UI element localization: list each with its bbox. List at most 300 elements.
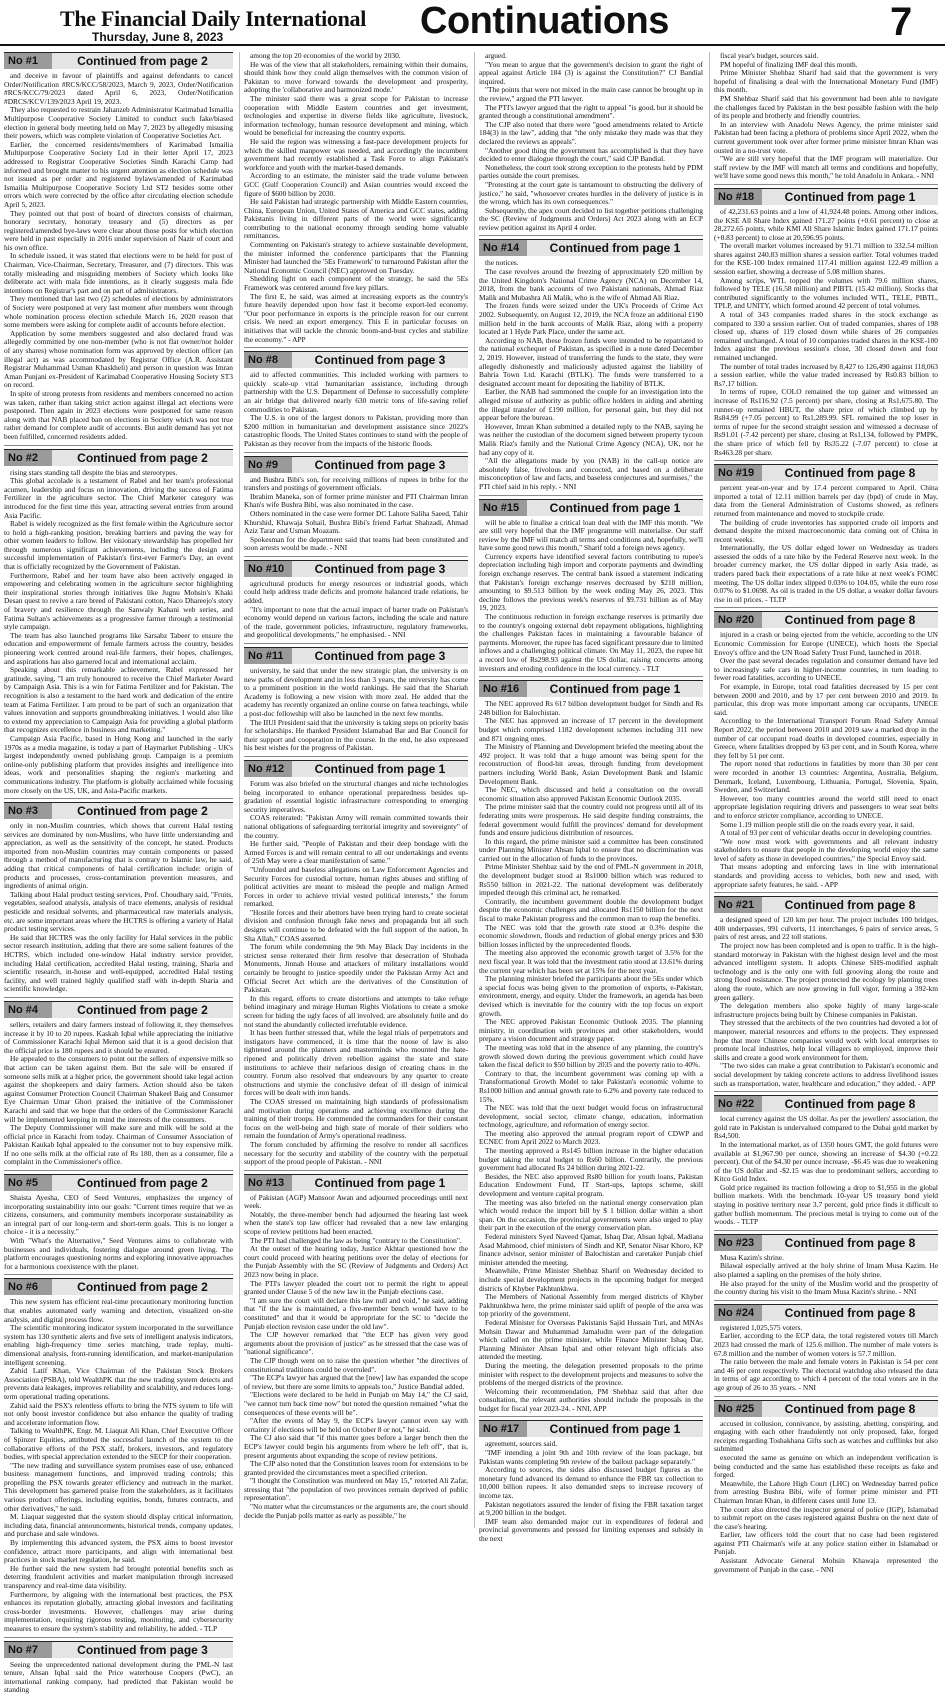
story-body (244, 667, 468, 753)
story-body (479, 700, 703, 1413)
continuation-story (479, 239, 703, 495)
continuation-story (714, 464, 938, 608)
story-body (4, 1661, 233, 1695)
continuation-story (4, 52, 233, 446)
story-body (4, 1194, 233, 1271)
continued-from-label: Continued from page 8 (784, 1305, 916, 1320)
story-header (4, 449, 233, 466)
story-paragraph: Earlier, the NAB had summoned the couple for an investigation into the alleged misuse of authority as public office holders in aiding and abetting the illegal transfer of £190 million, for personal gain, but they did not appear before the bureau. (479, 387, 703, 423)
story-body (479, 52, 703, 232)
story-header (244, 456, 468, 473)
story-number-tag: No #24 (714, 1305, 762, 1321)
story-number-tag: No #2 (4, 450, 52, 466)
story-paragraph: "All the allegations made by you (NAB) in the call-up notice are absolutely false, frivolous and concocted, and based on a deliberate misconception of law and facts, and baseless conjectures and surmises," the PTI chief said in his reply. - NNI (479, 456, 703, 491)
story-paragraph: "Unfounded and baseless allegations on Law Enforcement Agencies and Security Forces for custodial torture, human rights abuses and stifling of political activities are meant to mislead the people and malign Armed Forces in order to achieve trivial vested political interests," the forum remarked. (244, 864, 468, 909)
continued-from-label: Continued from page 8 (784, 1401, 916, 1416)
story-header (714, 1304, 938, 1321)
story-body (479, 259, 703, 491)
story-paragraph: Over the past several decades regulation and consumer demand have led to increasingly safe cars in higher-income countries, in turn leading to fewer road fatalities, according to UNECE. (714, 656, 938, 683)
story-paragraph: Besides, the NEC also approved Rs80 billion for youth loans, Pakistan Education Endowment Fund, IT Start-ups, laptops scheme, skill development and venture capital program. (479, 1171, 703, 1199)
story-paragraph: "You mean to argue that the government's decision to grant the right of appeal against Article 184 (3) is against the Constitution?" CJ Bandial inquired. (479, 59, 703, 86)
story-paragraph: The project now has been completed and is open to traffic. It is the high-standard motorway in Pakistan with the highest design level and the most advanced intelligent system. It adopts Chinese SHS-modified asphalt technology and is the only one with full grooving along the route and strong flood resistance. The project protected the ecology by planting trees along the route, which are now growing in full vigor, forming a 392-km green gallery. (714, 941, 938, 1002)
story-paragraph: Federal ministers Syed Naveed Qamar, Ishaq Dar, Ahsan Iqbal, Madiana Asad Mahmood, chief ministers of Sindh and KP, Senator Nisar Khoro, KP finance advisor, senior minister of Balochistan and caretaker Punjab chief minister attended the meeting. (479, 1232, 703, 1267)
story-paragraph: The report noted that reductions in fatalities by more than 30 per cent were recorded in another 13 countries: Argentina, Australia, Belgium, Denmark, Iceland, Luxembourg, Lithuania, Portugal, Slovenia, Spain, Sweden, and Switzerland. (714, 759, 938, 795)
story-paragraph: In an interview with Anadolu News Agency, the prime minister said Pakistan had been facing a plethora of problems since April 2022, when the current government took over after former prime minister Imran Khan was ousted in a no-trust vote. (714, 119, 938, 155)
section-title: Continuations (420, 0, 669, 42)
story-paragraph: The meeting also approved the economic growth target of 3.5% for the next fiscal year. It was told that the investment ratio stood at 13.61% during the current year which has been set at 15% for the next year. (479, 948, 703, 975)
story-number-tag: No #1 (4, 53, 52, 69)
story-body (4, 469, 233, 796)
story-paragraph: agricultural products for energy resources or industrial goods, which could help address trade deficits and promote balanced trade relations, he added. (244, 578, 468, 606)
continuation-story (479, 680, 703, 1417)
continued-from-label: Continued from page 8 (784, 898, 916, 913)
story-paragraph: Prime Minister Shehbaz said by the end of PML-N government in 2018, the development budget stood at Rs1000 billion which was reduced to Rs550 billion in 2021-22. The national development was deliberately impeded through this criminal act, he remarked. (479, 862, 703, 898)
story-paragraph: "Protesting at the court gate is tantamount to obstructing the delivery of justice," he said, "whosoever creates hurdles in the delivery of justice is in the wrong, which has its own consequences." (479, 179, 703, 207)
story-header (714, 1234, 938, 1251)
story-header (714, 1095, 938, 1112)
continuation-story (4, 802, 233, 998)
story-paragraph: The meeting also approved the annual program report of CDWP and ECNEC from April 2022 to March 2023. (479, 1128, 703, 1147)
story-body (4, 72, 233, 442)
story-paragraph: The prime minister said that the country could not progress until all of its federating units were prosperous. He said despite funding constraints, the federal government would fulfill the provinces' demand for development funds and ensure judicious distribution of resources. (479, 802, 703, 838)
story-paragraph: sellers, retailers and dairy farmers instead of following it, they themselves increase it by 10 to 20 rupees. Kaskah Iqbal while appreciating the initiative of Commissioner Karachi Iqbal Memon said that it is a good decision that the official price is 180 rupees and it should be ensured. (4, 1019, 233, 1055)
story-paragraph: The first E, he said, was aimed at increasing exports as the country's future heavily depended upon how fast it become export-led economy. "Our poor performance in exports is the principle reason for our current crisis. We need an export emergency. This E in particular focuses on initiatives that will tackle the chronic boom-and-bust cycles and stabilize the economy." - APP (244, 291, 468, 344)
continuation-story (714, 1304, 938, 1397)
story-paragraph: The CJP also noted that there were "good amendments related to Article 184(3) in the law", adding that "the only mistake they made was that they declared the reviews as appeals". (479, 119, 703, 146)
continuation-story (714, 1400, 938, 1578)
story-paragraph: a designed speed of 120 km per hour. The project includes 100 bridges, 408 underpasses, 991 culverts, 11 interchanges, 6 pairs of service areas, 5 pairs of rest areas, and 22 toll stations. (714, 915, 938, 942)
story-number-tag: No #14 (479, 240, 527, 256)
story-paragraph: In this regard, efforts to create distortions and attempts to take refuge behind imaginary and mirage Human Rights Violations to create a smoke screen for hiding the ugly faces of all involved, are absolutely futile and do not stand the abundantly collected irrefutable evidence. (244, 993, 468, 1029)
story-body (244, 476, 468, 553)
story-number-tag: No #19 (714, 465, 762, 481)
story-paragraph: "The ECP's lawyer has argued that the [new] law has expanded the scope of review, but there are some limits to appeals too," Justice Bandial added. (244, 1373, 468, 1391)
story-paragraph: Spokesman for the department said that teams had been constituted and soon arrests would be made. - NNI (244, 534, 468, 553)
column-1 (4, 52, 233, 1695)
column-4 (709, 51, 938, 1574)
story-paragraph: Forum was also briefed on the structural changes and niche technologies being incorporated to enhance operational preparedness besides up-gradation of essential logistic infrastructure corresponding to emerging security imperatives. (244, 778, 468, 814)
story-body (4, 1298, 233, 1633)
story-paragraph: The number of total trades increased by 8,427 to 126,490 against 118,063 a session earlier, while the value traded increased by Rs0.83 billion to Rs7.17 billion. (714, 361, 938, 388)
continued-from-label: Continued from page 1 (549, 682, 681, 697)
continuation-story (4, 1641, 233, 1698)
story-paragraph: The PTI's lawyer pleaded the court not to permit the right to appeal granted under Clause 5 of the new law in the Punjab elections case. (244, 1278, 468, 1297)
story-body (4, 822, 233, 994)
story-paragraph: and Bushra Bibi's son, for receiving millions of rupees in bribe for the transfers and postings of government officials. (244, 474, 468, 493)
story-paragraph: Prime Minister Shehbaz Sharif had said that the government is very hopeful of finalising a deal with the International Monetary Fund (IMF) this month. (714, 68, 938, 95)
story-paragraph: The Ministry of Planning and Development briefed the meeting about the 492 project. It was told that a huge amount was being spent for the reconstruction of flood-hit areas, through funding from development partners including World Bank, Asian Development Bank and Islamic Development Bank. (479, 742, 703, 786)
story-header (244, 560, 468, 577)
story-paragraph: The NEC was told that the next budget would focus on infrastructural development, social sector, climate change, education, information technology, agriculture, and reformation of energy sector. (479, 1103, 703, 1130)
story-paragraph: The NEC was told that the growth rate stood at 0.3% despite the economic slowdown, floods and reduction of global energy prices and $30 billion losses inflicted by the unprecedented floods. (479, 922, 703, 949)
continuation-story (244, 1174, 468, 1525)
story-paragraph: argued. (485, 51, 507, 60)
story-paragraph: "I thought the Constitution was murdered on May 15," retorted Ali Zafar, stressing that "the population of two provinces remain deprived of public representation". (244, 1476, 468, 1503)
story-paragraph: Notably, the three-member bench had adjourned the hearing last week when the state's top law officer had revealed that a new law enlarging scope of review petitions had been enacted. (244, 1209, 468, 1237)
story-paragraph: M. Liaquat suggested that the system should display critical information, including data, financial announcements, historical trends, company updates, and purchase and sale windows. (4, 1512, 233, 1539)
column-3 (474, 51, 703, 1543)
story-paragraph: The IIUI President said that the university is taking steps on priority basis for scholarships. He thanked President Islamabad Bar and Bar Council for their support and cooperation in the course. In the end, he also expressed his best wishes for the progress of Pakistan. (244, 717, 468, 753)
story-paragraph: "I am sure the court will declare this law null and void," he said, adding that "if the law is maintained, a five-member bench would have to be constituted" and that it would be appropriate for the SC to "decide the Punjab election revision case under the old law". (244, 1295, 468, 1331)
story-number-tag: No #20 (714, 612, 762, 628)
story-paragraph: He further said the new system had brought potential benefits such as deterring fraudulent activities and market manipulation through increased transparency and real-time data visibility. (4, 1563, 233, 1590)
story-paragraph: In this regard, the prime minister said a committee has been constituted under Planning Minister Ahsan Iqbal to ensure that no discrimination was carried out in the allocation of funds to the provinces. (479, 836, 703, 863)
continuation-story (244, 456, 468, 557)
continued-from-label: Continued from page 1 (549, 241, 681, 256)
continued-from-label: Continued from page 2 (77, 54, 208, 68)
continued-from-label: Continued from page 8 (784, 1235, 916, 1250)
masthead (0, 0, 945, 46)
story-header (714, 464, 938, 481)
story-body (714, 1420, 938, 1575)
story-paragraph: among the top 20 economies of the world by 2030. (250, 51, 401, 60)
story-paragraph: In schedule issued, it was stated that elections were to be held for post of Chairman, Vice-Chairman, Secretary, Treasurer, and (7) directors. This was totally misleading and misguiding members of Society which looks like deliberate act with mala fide intentions, as it clearly suggests mala fide intentions on Registrar's part and on part of administrators. (4, 251, 233, 295)
continuation-story (244, 52, 468, 348)
story-paragraph: He further said, "People of Pakistan and their deep bondage with the Armed Forces is and will remain central to all our undertakings and events of 25th May were a clear manifestation of same." (244, 839, 468, 866)
story-paragraph: The frozen funds were seized under the UK's Proceeds of Crime Act 2002. Subsequently, on August 12, 2019, the NCA froze an additional £190 million held in the bank accounts of Malik Riaz, along with a property located at 1 Hyde Park Place, under the same act. (479, 301, 703, 337)
story-body (714, 1324, 938, 1393)
story-number-tag: No #18 (714, 189, 762, 205)
story-paragraph: He also prayed for the unity of the Muslim world and the prosperity of the country during his visit to the Imam Musa Kazim's shrine. - NNI (714, 1278, 938, 1297)
story-paragraph: COAS reiterated: "Pakistan Army will remain committed towards their national obligations of safeguarding territorial integrity and sovereignty" of the country. (244, 813, 468, 840)
continuation-story (4, 1174, 233, 1275)
continuation-story (714, 611, 938, 893)
story-paragraph: the notices. (485, 258, 519, 268)
story-paragraph: Pakistan negotiators assured the lender of fixing the FBR taxation target at 9,200 billion in the budget. (479, 1499, 703, 1518)
story-paragraph: Subsequently, the apex court decided to list together petitions challenging the SC (Review of Judgments and Orders) Act 2023 along with an ECP review petition against its April 4 order. (479, 205, 703, 232)
story-number-tag: No #15 (479, 500, 527, 516)
story-paragraph: According to sources, the sides also discussed budget figures as the monetary fund advanced its demand to enhance the FBR tax collection to 10,000 billion rupees. It also demanded steps to increase recovery of income tax. (479, 1465, 703, 1501)
story-header (4, 1174, 233, 1191)
story-number-tag: No #22 (714, 1096, 762, 1112)
story-header (4, 1641, 233, 1658)
story-paragraph: of 42,231.63 points and a low of 41,924.48 points. Among other indices, the KSE All Share Index gained 171.27 points (+0.61 percent) to close at 28,272.65 points, while KMI All Share Islamic Index gained 171.17 points (+0.83 percent) to close at 20,596.95 points. (714, 206, 938, 242)
story-paragraph: "IMF intending a joint 9th and 10th review of the loan package, but Pakistan wants completing 9th review of the bailout package separately." (479, 1448, 703, 1466)
story-paragraph: Earlier, according to the ECP data, the total registered voters till March 2023 had crossed the mark of 125.6 million. The number of male voters is 67.8 million and the number of women voters is 57.7 million. (714, 1331, 938, 1358)
story-body (479, 1440, 703, 1543)
story-paragraph: "Hostile forces and their abettors have been trying hard to create societal division and confusion through fake news and propaganda but all such designs will continue to be defeated with the full support of the nation, In Sha Allah," COAS asserted. (244, 907, 468, 943)
story-paragraph: Assistant Advocate General Mohsin Khawaja represented the government of Punjab in the case. - NNI (714, 1556, 938, 1574)
story-paragraph: Musa Kazim's shrine. (720, 1252, 784, 1262)
story-paragraph: fiscal year's budget, sources said. (720, 51, 819, 60)
story-paragraph: Ibrahim Maneka, son of former prime minister and PTI Chairman Imran Khan's wife Bushra Bibi, was also nominated in the case. (244, 491, 468, 510)
story-body (714, 52, 938, 181)
story-number-tag: No #11 (244, 648, 292, 664)
continued-from-label: Continued from page 2 (77, 1002, 208, 1017)
newspaper-name: The Financial Daily International (60, 6, 367, 31)
story-paragraph: Campaign Asia Pacific, based in Hong Kong and launched in the early 1970s as a media magazine, is today a part of Haymarket Publishing - UK's largest independently owned publishing group. Campaign is a premium online-only publishing platform that provides insights and intelligence into ideas, work and personalities shaping the region's marketing and communications industry. The platform is globally acclaimed while focusing more closely on the US, UK, and Asia-Pacific markets. (4, 733, 233, 795)
story-paragraph: According to the International Transport Forum Road Safety Annual Report 2022, the period between 2010 and 2019 saw a marked drop in the number of car occupant road deaths in developed countries, especially in Greece, where fatalities dropped by 63 per cent, and in South Korea, where they fell by 51 per cent. (714, 716, 938, 760)
story-paragraph: The NEC, which discussed and held a consultation on the overall economic situation also approved Pakistan Economic Outlook 2035. (479, 785, 703, 803)
story-paragraph: The case revolves around the freezing of approximately £20 million by the United Kingdom's National Crime Agency (NCA) on December 14, 2018, from the bank accounts of two Pakistani nationals, Ahmad Riaz Malik and Mubashra Ali Malik, who is the wife of Ahmad Ali Riaz. (479, 267, 703, 302)
story-number-tag: No #3 (4, 803, 52, 819)
story-header (4, 1001, 233, 1018)
story-header (244, 1174, 468, 1191)
story-header (4, 1278, 233, 1295)
story-paragraph: In the international market, as of 1350 hours GMT, the gold futures were available at $1,967.90 per ounce, showing an increase of $4.30 (+0.22 percent). Out of the $4.30 per ounce increase, -$6.45 was due to weakening of the US dollar and -$2.15 was due to predominant sellers, according to Kitco Gold Index. (714, 1139, 938, 1184)
story-paragraph: Among scrips, WTL topped the volumes with 79.6 million shares, followed by TELE (16.58 million) and PIBTL (15.42 million). Stocks that contributed significantly to the volumes included WTL, TELE, PIBTL, TPLP, and UNITY, which formed around 42 percent of total volumes. (714, 275, 938, 311)
article-columns (4, 51, 941, 1695)
continued-from-label: Continued from page 1 (549, 500, 681, 515)
story-paragraph: "The two sides can make a great contribution to Pakistan's economic and social development by taking concrete actions to address livelihood issues such as transportation, water, healthcare and education," they added. - APP (714, 1061, 938, 1088)
story-paragraph: Furthermore, by aligning with the international best practices, the PSX enhances its reputation globally, attracting global investors and facilitating cross-border investments. However, challenges may arise during implementation, requiring rigorous testing, monitoring, and cybersecurity measures to ensure the system's stability and reliability, he added. - TLP (4, 1589, 233, 1633)
story-paragraph: "Another good thing the government has accomplished is that they have decided to enter dialogue through the court," said CJP Bandial. (479, 145, 703, 164)
story-paragraph: Zahid Latif Khan, Vice Chairman of the Pakistan Stock Brokers Association (PSBA), told WealthPK that the new trading system detects and prevents data leakages, improves reliability and scalability, and reduces long-term operational trading operations. (4, 1366, 233, 1401)
continued-from-label: Continued from page 2 (77, 1280, 208, 1295)
story-paragraph: The overall market volumes increased by 91.71 million to 332.54 million shares against 240.83 million shares a session earlier. Total volumes traded for the KSE-100 Index remained 117.41 million against 122.49 million a session earlier, showing a decrease of 5.08 million shares. (714, 241, 938, 277)
story-number-tag: No #9 (244, 457, 292, 473)
story-paragraph: aid to affected communities. This included working with partners to quickly scale-up vital humanitarian assistance, including through partnership with the U.S. Department of Defense to successfully complete an air bridge that delivered nearly 630 metric tons of life-saving relief commodities to Pakistan. (244, 370, 468, 414)
story-paragraph: The NEC approved Pakistan Economic Outlook 2035. The planning ministry, in coordination with provinces and other stakeholders, would prepare a vision document and strategy paper. (479, 1017, 703, 1044)
continued-from-label: Continued from page 1 (784, 189, 916, 204)
story-paragraph: Internationally, the US dollar edged lower on Wednesday as traders assessed the odds of a rate hike by the Federal Reserve next week. In the broader currency market, the US dollar dipped in early Asia trade, as traders pared back their expectations of a rate hike at next week's FOMC meeting. The US dollar index slipped 0.03% to 104.05, while the euro rose 0.07% to $1.0698. As oil is traded in the US dollar, a weaker dollar favours rise in oil prices. - TLTP (714, 543, 938, 604)
story-paragraph: In terms of rupee, COLO remained the top gainer and witnessed an increase of Rs116.92 (7.5 percent) per share, closing at Rs1,675.80. The runner-up remained HBUT, the share price of which climbed up by Rs84.99 (+7.05 percent) to Rs1,289.99. SFL remained the top loser in terms of rupee for the second straight session and witnessed a decrease of Rs91.01 (-7.42 percent) per share, closing at Rs1,134, followed by PMPK, the share price of which fell by Rs35.22 (-7.07 percent) to close at Rs463.28 per share. (714, 387, 938, 457)
story-body (714, 484, 938, 604)
story-paragraph: PM Shehbaz Sharif said that his government had been able to navigate the challenges faced by Pakistan in the best possible fashion with the help of its people and brotherly and friendly countries. (714, 93, 938, 121)
story-paragraph: local currency against the US dollar. As per the jewellers' association, the gold rate in Pakistan is undervalued compared to the Dubai gold market by Rs4,500. (714, 1114, 938, 1141)
story-number-tag: No #5 (4, 1175, 52, 1191)
story-paragraph: He was of the view that all stakeholders, remaining within their domains, should think how they could align themselves with the common vision of Pakistan to move forward towards the development and prosperity, adopting the 'collaborative and harmonized mode.' (244, 59, 468, 95)
story-paragraph: registered 1,025,575 voters. (720, 1322, 803, 1332)
continuation-story (479, 52, 703, 236)
story-paragraph: Application by some members suggested and also declared fraud was allegedly committed by one non-member (who is not flat owner/nor holder of any shares) whose nomination form was approved by election officer (an illegal act) as was accommodated by Registrar Office (A.R. Assistant Registrar Muhammad Usman Khaskheli) and person in question was Imran Aman Punjani ex-President of Karimabad Cooperative Housing Society ST3 on record. (4, 328, 233, 390)
story-number-tag: No #13 (244, 1175, 292, 1191)
story-paragraph: The building of crude inventories has supported crude oil imports and demand despite the mixed macroeconomic data coming out of China in recent weeks. (714, 517, 938, 544)
continuation-story (4, 449, 233, 800)
story-paragraph: Gold price regained its traction following a drop to $1,955 in the global bullion markets. With the benchmark 10-year US treasury bond yield staying in positive territory near 3.7 percent, gold price finds it difficult to gather bullish momentum. The precious metal is trying to come out of the woods. - TLTP (714, 1182, 938, 1227)
story-body (244, 780, 468, 1167)
story-body (714, 916, 938, 1088)
story-paragraph: A total of 343 companies traded shares in the stock exchange as compared to 330 a session earlier. Out of traded companies, shares of 198 closed up, shares of 119 closed down while shares of 26 companies remained unchanged. A total of 10 companies traded shares in the KSE-100 Index against the previous session's close, 30 closed down and four remained unchanged. (714, 310, 938, 362)
page-number: 7 (890, 0, 913, 44)
story-paragraph: and deceive in favour of plaintiffs and against defendants to cancel Order/Notification #RCS/KCC/58/2023, March 9, 2023, Order/Notification #RCS/KCC/79/2023 dated April 6, 2023, Order/Notification #DRCS/KCV/139/2023 April 19, 2023. (4, 71, 233, 106)
story-paragraph: Commenting on Pakistan's strategy to achieve sustainable development, the minister informed the conference participants that the Planning Minister had launched the '5Es Framework' to turnaround Pakistan after the National Economic Council (NEC) approved on Tuesday. (244, 240, 468, 275)
story-paragraph: PM hopeful of finalizing IMF deal this month. (720, 59, 858, 69)
continued-from-label: Continued from page 3 (314, 353, 446, 368)
story-paragraph: injured in a crash or being ejected from the vehicle, according to the UN Economic Commission for Europe (UNECE), which hosts the Special Envoy's office and the UN Road Safety Trust Fund, launched in 2018. (714, 630, 938, 657)
story-paragraph: agreement, sources said. (485, 1439, 558, 1449)
story-paragraph: The NEC approved Rs 617 billion development budget for Sindh and Rs 248 billion for Balochistan. (479, 699, 703, 717)
story-header (479, 680, 703, 697)
story-paragraph: He said the region was witnessing a fast-pace development projects for which the skilled manpower was needed, and accordingly the incumbent government had recently established a Task Force to align Pakistan's workforce and youth with the market-based demands. (244, 136, 468, 172)
story-paragraph: They pointed out that post of board of directors consists of chairman, honorary secretary, honorary treasury and (5) directors as per registered/amended bye-laws were clear about those posts for which election were held in past especially in 2016 under supervision of Nazir of court and his own office. (4, 208, 233, 252)
story-paragraph: They mentioned that last two (2) schedules of elections by administrators of Society were postponed at very last moment after members went through whole nomination process election schedule March 16, 2020 reason that some members were asking for complete audit of accounts before election. (4, 294, 233, 330)
continuation-story (714, 1234, 938, 1301)
story-paragraph: The meeting approved a Rs145 billion increase in the higher education budget taking the total budget to Rs60 billion. Contrarily, the previous government had allocated Rs 24 billion during 2021-22. (479, 1146, 703, 1173)
story-paragraph: The minister said there was a great scope for Pakistan to increase cooperation with Middle Eastern countries and get investment, technologies and expertise in diverse fields like agriculture, livestock, information technology, human resource development and mining, which would be beneficial for increasing the country exports. (244, 93, 468, 138)
story-paragraph: The forum concluded by affirming the resolve to render all sacrifices necessary for the security and stability of the country with the perpetual support of the proud people of Pakistan. - NNI (244, 1139, 468, 1167)
story-paragraph: The CJP also noted that the Constitution leaves room for extensions to be granted provided the circumstances meet a specified criterion. (244, 1459, 468, 1477)
story-paragraph: Some 1.19 million people still die on the roads every year, it said. (720, 819, 915, 829)
story-body (244, 580, 468, 640)
continued-from-label: Continued from page 3 (314, 649, 446, 664)
continuation-story (4, 1001, 233, 1171)
story-paragraph: "It's important to note that the actual impact of barter trade on Pakistan's economy would depend on various factors, including the scale and nature of the trade, government policies, infrastructure, regulatory frameworks, and geopolitical developments," he emphasised. - NNI (244, 604, 468, 640)
story-paragraph: A total of 93 per cent of vehicular deaths occur in developing countries. (720, 828, 933, 838)
story-paragraph: He said that HCTRS was the only facility for Halal services in the public sector research institution, adding that there are some salient features of the HCTRS, which included one-window Halal industry service provider, including Halal certification, accredited Halal testing, training, Sharia and scientific research, in-house and well-equipped, accredited Halal testing facility, and well trained highly qualified staff with in-depth Sharia and scientific knowledge. (4, 932, 233, 994)
story-number-tag: No #21 (714, 897, 762, 913)
story-paragraph: The Members of National Assembly from merged districts of Khyber Pakhtunkhwa here, the prime minister said uplift of people of the area was top priority of the government. (479, 1292, 703, 1319)
story-paragraph: It has been further stressed that, while the legal trials of perpetrators and instigators have commenced, it is time that the noose of law is also tightened around the planners and masterminds who mounted the hate-ripened and politically driven rebellion against the state and state institutions to achieve their nefarious design of creating chaos in the country. Forum also resolved that endeavours by any quarter to create obstructions and stymie the conclusive defeat of ill design of inimical forces will be dealt with iron hands. (244, 1028, 468, 1098)
story-paragraph: "Elections were declared to be held in Punjab on May 14," the CJ said, "we cannot turn back time now" but noted the question remained "what the consequences of these events will be". (244, 1390, 468, 1417)
story-paragraph: executed the same as genuine on which an independent verification is being conducted and the same has established these receipts as fake and forged. (714, 1452, 938, 1480)
story-paragraph: Bilawal especially arrived at the holy shrine of Imam Musa Kazim. He also planted a sapling on the premises of the holy shrine. (714, 1261, 938, 1280)
story-body (244, 371, 468, 448)
story-paragraph: "The new trading and surveillance system promises ease of use, enhanced business management functions, and improved trading controls; this propelling the PSX towards greater efficiency and outreach in the market. This development has garnered praise from the stakeholders, as it facilitates various product offerings, including equities, bonds, futures contracts, and other derivatives," he said. (4, 1460, 233, 1513)
continued-from-label: Continued from page 3 (314, 561, 446, 576)
story-number-tag: No #7 (4, 1642, 52, 1658)
story-header (714, 611, 938, 628)
story-paragraph: Others nominated in the case were former DC Lahore Saliha Saeed, Tahir Khurshid, Khawaja Sohail, Bushra Bibi's friend Farhat Shahzadi, Ahmad Aziz Tarar and Usman Moazam. (244, 508, 468, 536)
story-paragraph: IMF team also demanded major cut in expenditures of federal and provincial governments and pressed for limiting expenses and subsidy in the next (479, 1516, 703, 1543)
continuation-story (244, 760, 468, 1171)
continuation-story (479, 1420, 703, 1546)
story-paragraph: At the outset of the hearing today, Justice Akhtar questioned how the court could proceed with hearing petitions over the delay of elections for the Punjab Assembly with the SC (Review of Judgments and Orders) Act 2023 now being in place. (244, 1244, 468, 1280)
story-header (479, 1420, 703, 1437)
story-paragraph: The PTI's lawyer argued that the right to appeal "is good, but it should be granted through a constitutional amendment". (479, 102, 703, 121)
story-paragraph: only in non-Muslim countries, which shows that current Halal testing services are dominated by non-Muslims, who have little understanding and appreciation, as well as the sensitivity of the concept, he stated. Products imported from non-Muslim countries may contain components or passed through a method of manufacturing that is contrary to Islamic law, he said, adding that critical components of halal certification include: origin of products and processes, cross-contamination prevention measures, and ingredients of animal origin. (4, 821, 233, 891)
story-paragraph: Seeing the unprecedented national development during the PML-N last tenure, Ahsan Iqbal said the Price waterhouse Coopers (PwC), an international ranking company, had predicted that Pakistan would be standing (4, 1660, 233, 1695)
story-paragraph: rising stars standing tall despite the bias and stereotypes. (10, 467, 178, 477)
story-paragraph: The meeting was told that in the absence of any planning, the country's growth slowed down during the previous government which could have taken the fiscal deficit to $50 billion by 2035 and the poverty ratio to 40%. (479, 1042, 703, 1070)
story-paragraph: Currency experts have identified several factors contributing to rupee's depreciation including high import and corporate payments and dwindling foreign exchange reserves. The central bank issued a statement indicating that Pakistan's foreign exchange reserves decreased by $218 million, amounting to $9.513 billion by the week ending May 26, 2023. This decline follows the previous week's reserves of $9.731 billion as of May 19, 2023. (479, 551, 703, 613)
story-body (479, 519, 703, 674)
story-number-tag: No #16 (479, 681, 527, 697)
continued-from-label: Continued from page 2 (77, 1176, 208, 1191)
story-body (714, 1115, 938, 1227)
continuation-story (714, 188, 938, 461)
story-body (244, 52, 468, 344)
story-paragraph: During the meeting, the delegation presented proposals to the prime minister with respect to the development projects and measures to solve the problems of the merged districts of the province. (479, 1360, 703, 1388)
story-number-tag: No #17 (479, 1421, 527, 1437)
story-paragraph: With "What's the Alternative," Seed Ventures aims to collaborate with businesses and individuals, fostering dialogue around green living. The platform encourages questioning norms and exploring innovative approaches for a harmonious coexistence with the planet. (4, 1236, 233, 1271)
story-paragraph: The PTI had challenged the law as being "contrary to the Constitution". (250, 1235, 462, 1245)
story-paragraph: The planning minister briefed the participants about the 5Es under which a special focus was being given to the promotion of exports, e-Pakistan, environment, energy, and equity. Under the framework, an agenda has been devised which is inevitable for the country with the top focus on export growth. (479, 974, 703, 1018)
continued-from-label: Continued from page 8 (784, 613, 916, 628)
continued-from-label: Continued from page 1 (314, 761, 446, 776)
story-paragraph: The court also directed the inspector general of police (IGP), Islamabad to submit report on the cases registered against Bushra on the next date of the case's hearing. (714, 1504, 938, 1531)
story-paragraph: accused in collusion, connivance, by assisting, abetting, conspiring, and engaging with each other fraudulently not only proposed, fake, forged receipts regarding Toshakhana Gifts such as watches and cufflinks but also submitted (714, 1418, 938, 1454)
story-paragraph: "We are still very hopeful that the IMF program will materialize. Our staff review by the IMF will match all terms and conditions and hopefully, we'll have some good news this month," he told Anadolu in Ankara. - NNI (714, 154, 938, 181)
story-paragraph: "No matter what the circumstances or the arguments are, the court should decide the Punjab polls matter as early as possible," he (244, 1502, 468, 1520)
story-paragraph: The team has also launched programs like Sarsabz Tabeer to ensure the education and empowerment of female farmers across the country, besides pioneering work centred around real-life farmers, their hopes, challenges, and aspirations has also garnered local and international acclaim. (4, 630, 233, 666)
story-paragraph: Nonetheless, the court took strong exception to the protests held by PDM parties outside the court premises. (479, 162, 703, 181)
story-number-tag: No #4 (4, 1002, 52, 1018)
story-paragraph: The COAS stressed on maintaining high standards of professionalism and motivation during operations and achieving excellence during the training of their troops. He commended the commanders for their constant focus on the well-being and high state of morale of their soldiers who remain the foundation of Army's operational readiness. (244, 1096, 468, 1141)
story-paragraph: The CJP however remarked that "the ECP has given very good arguments about the provision of justice" as he stressed that the case was of "national significance". (244, 1330, 468, 1357)
story-paragraph: This new system has efficient real-time precautionary monitoring function that enables automated early warning and detection, visualized on-site analysis, and digital process flow. (4, 1297, 233, 1324)
story-paragraph: The CJ also said that "if this matter goes before a larger bench then the ECP's lawyer could begin his arguments from where he left off", that is, present arguments about expanding the scope of review petitions. (244, 1433, 468, 1460)
story-paragraph: Welcoming their recommendation, PM Shehbaz said that after due consultation, the relevant authorities should include the proposals in the budget for fiscal year 2023-24. - NNI, APP (479, 1386, 703, 1413)
continuation-story (4, 1278, 233, 1637)
story-paragraph: "The points that were not mixed in the main case cannot be brought up in the review," argued the PTI lawyer. (479, 85, 703, 103)
story-body (4, 1021, 233, 1167)
story-paragraph: Speaking about this remarkable achievement, Rabel expressed her gratitude, saying, "I am truly honoured to receive the Chief Marketer Award by Campaign Asia. This is a win for Fatima Fertilizer and for Pakistan. The recognition is also a testament to the hard work and dedication of the entire team at Fatima Fertilizer. I am proud to be part of such an organization that values innovation and supports groundbreaking initiatives. I would also like to extend my appreciation to Campaign Asia for providing a global platform that recognizes excellence in business and marketing." (4, 665, 233, 735)
story-paragraph: He said Pakistan had strategic partnership with Middle Eastern countries, China, European Union, United States of America and GCC states, adding Pakistanis living in different parts of the world were significantly contributing to the national economy through sending home valuable remittances. (244, 197, 468, 241)
story-paragraph: "After the events of May 9, the ECP's lawyer cannot even say with certainty if elections will be held on October 8 or not," he said. (244, 1416, 468, 1434)
story-paragraph: According to an estimate, the minister said the trade volume between GCC (Gulf Cooperation Council) and Asian countries would exceed the figure of $600 billion by 2030. (244, 171, 468, 198)
story-paragraph: In spite of strong protests from residents and members concerned no action was taken, rather than taking strict action against illegal act elections were postponed. Then again in 2023 elections were postponed for same reason along with that NAB placed ban on elections in Society which was not true rather demand for complete audit of accounts. But audit demand has yet not been fulfilled, concerned residents added. (4, 388, 233, 441)
story-paragraph: Shedding light on each component of the strategy, he said the 5Es Framework was centered around five key pillars. (244, 274, 468, 293)
continuation-story (714, 1095, 938, 1231)
story-header (714, 896, 938, 913)
story-paragraph: He appealed to the consumers to point out the sellers of expensive milk so that action can be taken against them. But the sale will be ensured if someone sells milk at a higher price, the government should take legal action against the shopkeepers and dairy farmers. Action should also be taken against Consumer Protection Council Chairman Shakeel Baig and Consumer Eye Chairman Umar Ghori praised the initiative of the Commissioner Karachi and said that we hope that the orders of the Commissioner Karachi will be implemented keeping in mind the interests of the consumers. (4, 1054, 233, 1124)
story-paragraph: Federal Minister for Overseas Pakistanis Sajid Hussain Turi, and MNAs Mohsin Dawar and Muhammad Jamaludin were part of the delegation which called on the prime minister, while Finance Minister Ishaq Dar, Planning Minister Ahsan Iqbal and other relevant high officials also attended the meeting. (479, 1317, 703, 1362)
continuation-story (244, 560, 468, 644)
continuation-story (479, 499, 703, 678)
continued-from-label: Continued from page 2 (77, 804, 208, 819)
story-number-tag: No #8 (244, 352, 292, 368)
story-paragraph: Rabel is widely recognized as the first female within the Agriculture sector to hold a high-ranking position, breaking barriers and paving the way for other women leaders to follow. Her visionary stewardship has propelled her through numerous significant achievements, including the design and successful implementation of Pakistan's first-ever Farmer's Day, an event that is officially recognized by the Government of Pakistan. (4, 519, 233, 572)
story-paragraph: The delegation members also spoke highly of many large-scale infrastructure projects being built by Chinese companies in Pakistan. (714, 1001, 938, 1019)
story-paragraph: The ratio between the male and female voters in Pakistan is 54 per cent and 46 per cent respectively. The electoral watchdog also released the data in terms of age according to which 4 percent of the total voters are in the age group of 26 to 35 years. - NNI (714, 1357, 938, 1392)
story-paragraph: The NEC has approved an increase of 17 percent in the development budget which comprised 1182 development schemes including 311 new and 871 ongoing ones. (479, 716, 703, 743)
story-paragraph: Earlier, law officers told the court that no case had been registered against PTI Chairman's wife at any police station either in Islamabad or Punjab. (714, 1530, 938, 1557)
story-paragraph: Zahid said the PSX's relentless efforts to bring the NTS system to life will not only boost investor confidence but also enhance the quality of trading and accelerate information flow. (4, 1400, 233, 1427)
continued-from-label: Continued from page 8 (784, 466, 916, 481)
story-paragraph: Contrarily, the incumbent government double the development budget despite the economic challenges and allocated Rs1150 billion for the next fiscal to make Pakistan progress and the common man to reap the benefits. (479, 896, 703, 924)
story-number-tag: No #25 (714, 1401, 762, 1417)
story-paragraph: The forum while condemning the 9th May Black Day incidents in the strictest sense reiterated their firm resolve that desecration of Shuhada Monuments, Jinnah House and attackers of military installations would certainly be brought to justice speedily under the Pakistan Army Act and Official Secret Act which are the derivatives of the Constitution of Pakistan. (244, 942, 468, 995)
story-header (4, 52, 233, 69)
story-paragraph: Shaista Ayesha, CEO of Seed Ventures, emphasizes the urgency of incorporating sustainability into our goals: "Current times require that we as citizens, consumers, and community members incorporate sustainability as an integral part of our long-term and short-term goals. This is no longer a choice - it is a necessity." (4, 1193, 233, 1237)
story-paragraph: The continuous reduction in foreign exchange reserves is primarily due to the country's ongoing external debt repayment obligations, highlighting the challenges Pakistan faces in maintaining a favourable balance of payments. Moreover, the rupee has faced significant pressure due to limited inflows and a challenging political climate. On May 11, 2023, the rupee hit a record low of Rs298.93 against the US dollar, raising concerns among investors and eroding confidence in the local currency. - TLT (479, 612, 703, 673)
column-2 (239, 52, 468, 1528)
continuation-story (244, 351, 468, 452)
continuation-story (714, 52, 938, 185)
story-paragraph: Talking to WealthPK, Engr. M. Liaquat Ali Khan, Chief Executive Officer of Spinzer Equities, attributed the successful launch of the system to the collaborative efforts of the PSX staff, brokers, investors, and regulatory bodies, with special appreciation extended to the SECP for their cooperation. (4, 1426, 233, 1462)
story-paragraph: percent year-on-year and by 17.4 percent compared to April. China imported a total of 12.11 million barrels per day (bpd) of crude in May, data from the General Administration of Customs showed, as refiners returned from maintenance and moved to stockpile crude. (714, 483, 938, 518)
story-paragraph: The scientific monitoring indicator system incorporated in the surveillance system has 130 synthetic alerts and five sets of intelligent analysis indicators, enabling high-frequency time series matching, trade replay, multi-dimensional analysis, front-running identification, and market-manipulation intelligent screening. (4, 1323, 233, 1367)
story-paragraph: The meeting was also briefed on the national energy conservation plan which would reduce the import bill by $ 1 billion dollar within a short span. On the occasion, the provincial governments were also urged to play their part in the execution of the energy conservation plan. (479, 1197, 703, 1233)
story-number-tag: No #12 (244, 761, 292, 777)
story-header (479, 499, 703, 516)
story-paragraph: That means adopting and enforcing laws in line with international standards and providing access to vehicles, both new and used, with appropriate safety features, he said. - APP (714, 862, 938, 889)
story-paragraph: The CJP though went on to raise the question whether "the directives of constitutional traditions could be overruled". (244, 1355, 468, 1374)
story-paragraph: However, too many countries around the world still need to enact appropriate legislation requiring drivers and passengers to wear seat belts and to enforce stricter compliance, according to UNECE. (714, 793, 938, 820)
story-header (714, 188, 938, 205)
story-paragraph: According to NAB, these frozen funds were intended to be repatriated to the national exchequer of Pakistan, as specified in a note dated December 2, 2019. However, instead of transferring the funds to the state, they were allegedly dishonestly and maliciously adjusted against the liability of Bahria Town Ltd. Karachi (BTLK). The funds were transferred to a designated account meant for depositing the liability of BTLK. (479, 335, 703, 388)
story-paragraph: This global accolade is a testament of Rabel and her team's professional acumen, leadership and focus on innovation, driving the success of Fatima Fertilizer in the agriculture sector. The Chief Marketer category was introduced for the first time this year, attracting several entries from around Asia Pacific. (4, 476, 233, 520)
issue-date: Thursday, June 8, 2023 (92, 30, 224, 44)
story-number-tag: No #6 (4, 1279, 52, 1295)
story-paragraph: They stressed that the architects of the two countries had devoted a lot of manpower, material resources and efforts to the projects. They expressed hope that more Chinese companies would work with local enterprises to promote local industries, help local villagers to employed, improve their skills and create a good work environment for them. (714, 1018, 938, 1062)
story-body (714, 1254, 938, 1297)
story-paragraph: university, he said that under the new strategic plan, the university is on new paths of development and in less than 3 years, the university has come to a prominent position in the world rankings. He said that the Shariah Academy is following a new vision with more zeal. He added that the academy has recently organized an online course on fatwa teachings, while a post-doc fellowship will also be launched in the next few months. (244, 666, 468, 718)
story-header (479, 239, 703, 256)
continued-from-label: Continued from page 1 (549, 1422, 681, 1437)
story-paragraph: For example, in Europe, total road fatalities decreased by 15 per cent between 2000 and 2010, and by 17 per cent between 2010 and 2019. In particular, this drop was more important among car occupants, UNECE said. (714, 682, 938, 717)
story-paragraph: The Deputy Commissioner will make sure and milk will be sold at the official price in Karachi from today. Chairman of Consumer Association of Pakistan Kaukab Iqbal appealed to the consumer not to buy expensive milk. If no one sells milk at the official rate of Rs 180, then as a consumer, file a complaint in the Commissioner's office. (4, 1123, 233, 1167)
story-paragraph: By implementing this advanced system, the PSX aims to boost investor confidence, attract more participants, and align with international best practices in stock market regulation, he said. (4, 1538, 233, 1565)
continued-from-label: Continued from page 8 (784, 1097, 916, 1112)
story-paragraph: Contrary to that, the incumbent government was coming up with a Transformational Growth Model to take Pakistan's economic volume to Rs1000 billion and annual growth rate to 6.2% and poverty rate reduced to 15%. (479, 1068, 703, 1104)
story-paragraph: They also requested to restrain Jahanzeb Administrator Karimabad Ismailia Multipurpose Cooperative Society Limited to conduct such fake/biased election in general body meeting held on May 7, 2023 by allegedly misusing their powers, which was complete violation of Cooperative Societies Act. (4, 105, 233, 141)
story-paragraph: "We now must work with governments and all relevant industry stakeholders to ensure that people in the developing world enjoy the same level of safety as those in developed countries," the Special Envoy said. (714, 836, 938, 863)
continued-from-label: Continued from page 3 (314, 457, 446, 472)
story-paragraph: The U.S. is one of the largest donors to Pakistan, providing more than $200 million in humanitarian and development assistance since 2022's catastrophic floods. The United States continues to stand with the people of Pakistan as they recover from the impacts of the historic floods. (244, 413, 468, 448)
continued-from-label: Continued from page 3 (77, 1642, 208, 1657)
continuation-story (244, 647, 468, 757)
story-paragraph: Meanwhile, the Lahore High Court (LHC) on Wednesday barred police from arresting Bushra Bibi, wife of former prime minister and PTI Chairman Imran Khan, in different cases until June 13. (714, 1478, 938, 1505)
story-number-tag: No #10 (244, 561, 292, 577)
story-body (714, 631, 938, 889)
story-paragraph: Talking about Halal product testing services, Prof. Choudhary said, "Fruits, vegetables, seafood analysis, analysis of trace elements, analysis of residual pesticide and residual solvents, and pharmaceutical raw materials analysis, etc. are some important areas where the HCTRS is offering a variety of Halal product testing services. (4, 889, 233, 934)
story-paragraph: Furthermore, Rabel and her team have also been actively engaged in empowering and celebrating women in the agriculture sector highlighting their inspirational stories through initiatives like Jugnu Mohsin's Khaki Desan quest to revive a rare breed of Pakistani cotton, Naco Dhareejo's story of bravery and resilience through the Sanwaly Kahani web series, and Fatima Sultan's achievements as a progressive farmer through a testimonial style campaign. (4, 570, 233, 632)
story-paragraph: will be able to finalise a critical loan deal with the IMF this month. "We are still very hopeful that the IMF programme will materialise. Our staff review by the IMF will match all terms and conditions and, hopefully, we'll have some good news this month," Sharif told a foreign news agency. (479, 517, 703, 553)
story-paragraph: of Pakistan (AGP) Mansoor Awan and adjourned proceedings until next week. (244, 1192, 468, 1211)
story-header (244, 351, 468, 368)
